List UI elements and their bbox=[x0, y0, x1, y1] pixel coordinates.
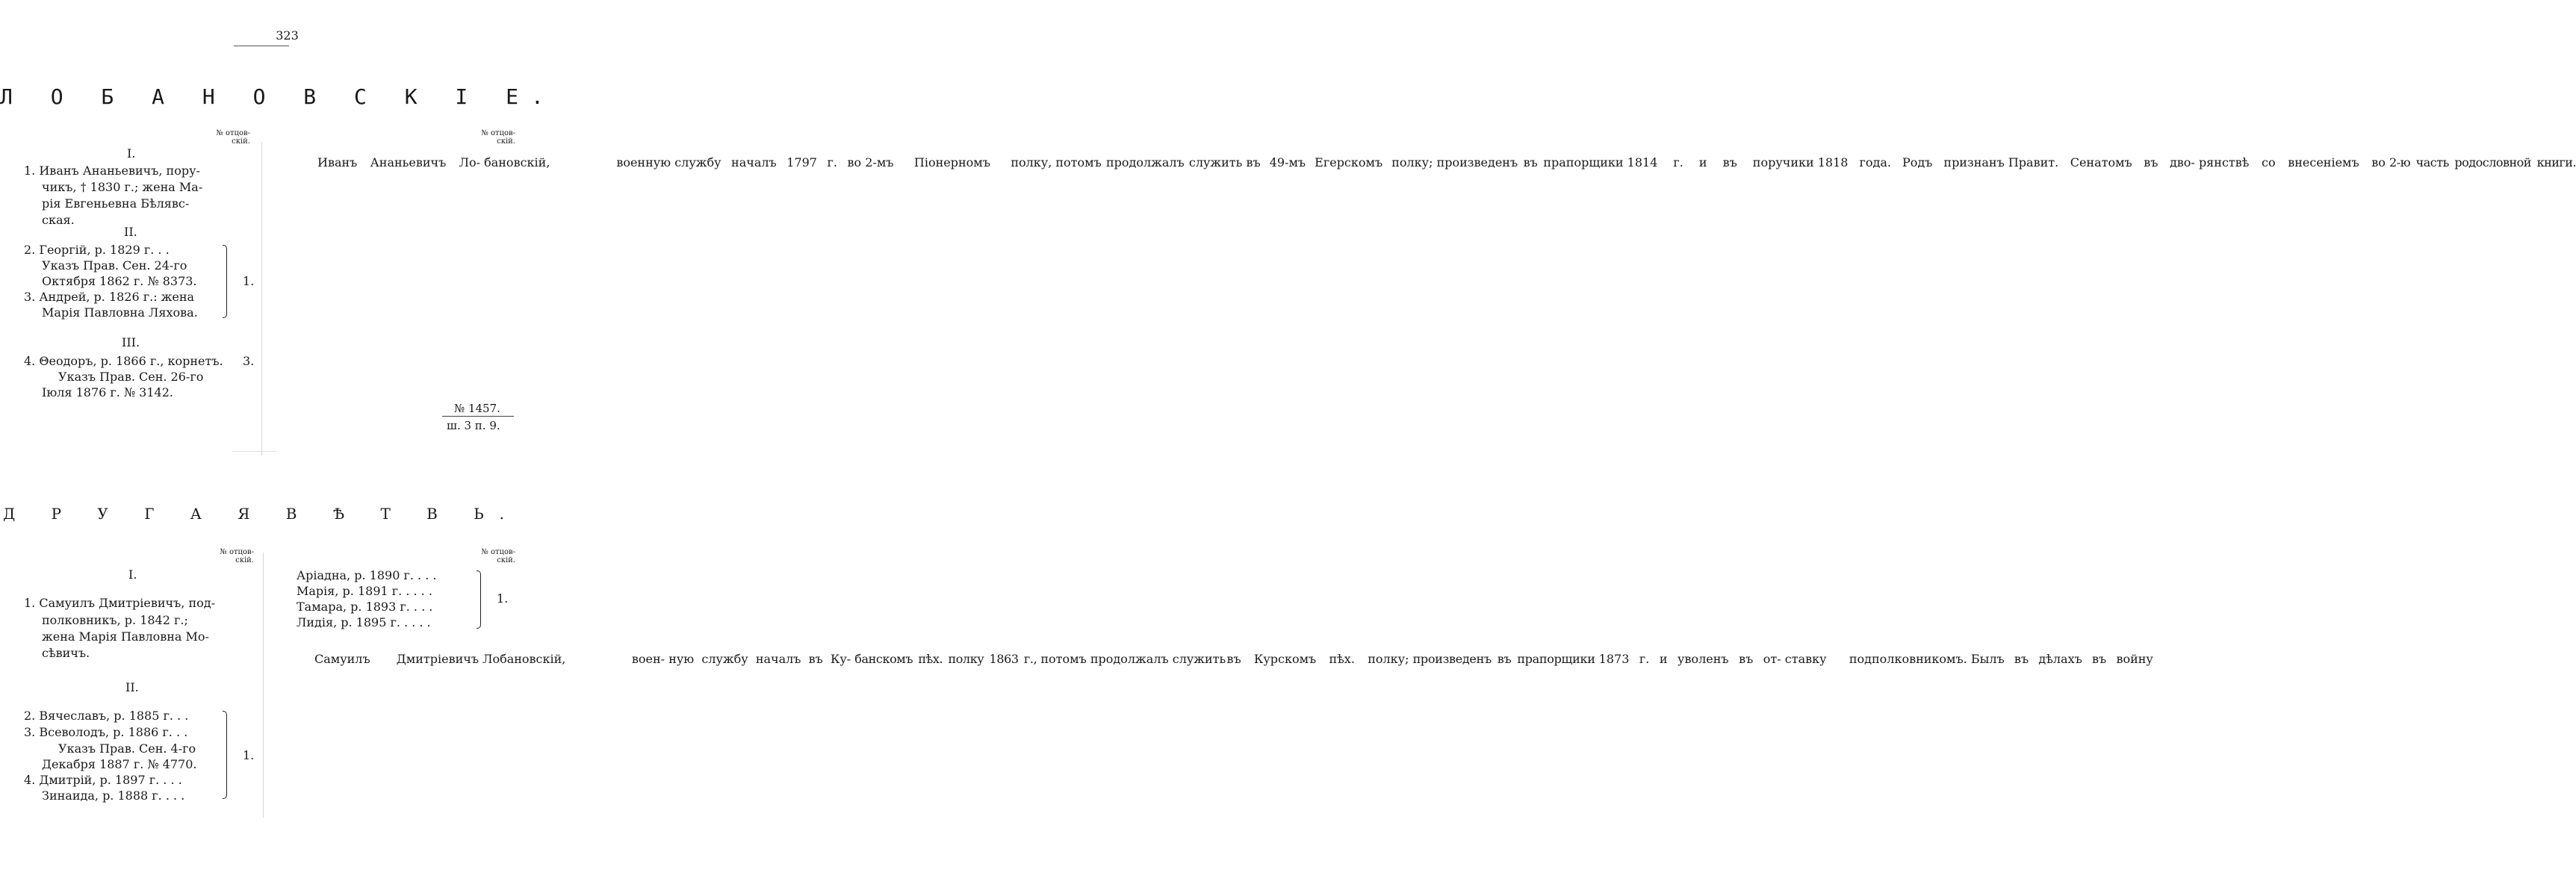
entry-vsevolod-date: Декабря 1887 г. № 4770. bbox=[42, 757, 197, 771]
bio-samuil: Самуилъ Дмитріевичъ Лобановскій, воен- ную службу началъ въ Ку- банскомъ пѣх. полку 1863 г., потомъ продолжалъ служить въ Курскомъ пѣх. полку; произведенъ въ прапорщики 1873 г. и уволенъ въ от- ставку подполковникомъ. Былъ въ дѣлахъ въ войну bbox=[314, 652, 2153, 666]
entry-ivan-line-3: рія Евгеньевна Бѣлявс- bbox=[42, 196, 190, 211]
entry-samuil-line-3: жена Марія Павловна Мо- bbox=[42, 629, 209, 644]
generation-II: II. bbox=[124, 225, 137, 239]
brace-children bbox=[477, 570, 481, 629]
entry-samuil-line-4: сѣвичъ. bbox=[42, 646, 90, 660]
bio-ivan: Иванъ Ананьевичъ Ло- бановскій, военную службу началъ 1797 г. во 2-мъ Піонерномъ полку, потомъ продолжалъ служить въ 49-мъ Егерскомъ полку; произведенъ въ прапорщики 1814 г. и въ поручики 1818 года. Родъ признанъ Правит. Сенатомъ въ дво- рянствѣ со внесеніемъ во 2-ю часть родословной книги. bbox=[317, 155, 2576, 169]
column-divider-2 bbox=[263, 553, 264, 818]
generation-I-branch: I. bbox=[128, 567, 137, 582]
page-number: 323 bbox=[276, 28, 299, 43]
brace-branch-gen-II bbox=[223, 711, 227, 799]
entry-feodor-ukaz: Указъ Прав. Сен. 26-го bbox=[58, 370, 204, 384]
entry-ukaz-2: Октября 1862 г. № 8373. bbox=[42, 274, 197, 288]
generation-II-branch: II. bbox=[125, 680, 139, 694]
child-lidiya: Лидія, р. 1895 г. . . . . bbox=[297, 615, 431, 629]
child-ariadna: Аріадна, р. 1890 г. . . . bbox=[297, 568, 437, 582]
archive-location: ш. 3 п. 9. bbox=[447, 419, 500, 432]
entry-feodor: 4. Θеодоръ, р. 1866 г., корнетъ. bbox=[24, 354, 223, 368]
entry-ivan-line-4: ская. bbox=[42, 213, 75, 227]
generation-III: III. bbox=[122, 335, 140, 349]
family-title: Л О Б А Н О В С К І Е. bbox=[0, 84, 556, 109]
entry-vyacheslav: 2. Вячеславъ, р. 1885 г. . . bbox=[24, 709, 189, 723]
branch-title: Д Р У Г А Я В Ѣ Т В Ь. bbox=[2, 505, 521, 523]
entry-zinaida: Зинаида, р. 1888 г. . . . bbox=[42, 788, 185, 803]
generation-I: I. bbox=[127, 146, 136, 161]
ref-gen-II: 1. bbox=[243, 274, 255, 288]
entry-samuil-line-2: полковникъ, р. 1842 г.; bbox=[42, 613, 188, 627]
entry-andrey: 3. Андрей, р. 1826 г.: жена bbox=[24, 290, 195, 304]
brace-gen-II bbox=[223, 245, 227, 318]
entry-dmitriy: 4. Дмитрій, р. 1897 г. . . . bbox=[24, 773, 182, 787]
entry-ivan-line-2: чикъ, † 1830 г.; жена Ма- bbox=[42, 180, 203, 194]
archive-number: № 1457. bbox=[454, 402, 500, 415]
patronymic-header-left: № отцов- скій. bbox=[216, 129, 250, 146]
patronymic-header-right: № отцов- скій. bbox=[481, 129, 515, 146]
entry-ivan-line-1: 1. Иванъ Ананьевичъ, пору- bbox=[24, 164, 200, 178]
ref-gen-III: 3. bbox=[243, 354, 255, 368]
patronymic-header-right-2: № отцов- скій. bbox=[481, 548, 515, 564]
ref-children: 1. bbox=[497, 591, 509, 606]
child-mariya: Марія, р. 1891 г. . . . . bbox=[297, 584, 432, 598]
entry-feodor-date: Іюля 1876 г. № 3142. bbox=[42, 385, 173, 399]
archive-rule bbox=[442, 416, 514, 417]
entry-andrey-wife: Марія Павловна Ляхова. bbox=[42, 305, 198, 320]
ref-branch-gen-II: 1. bbox=[243, 748, 255, 762]
column-divider-1 bbox=[261, 142, 262, 455]
section-separator bbox=[232, 451, 276, 452]
entry-samuil-line-1: 1. Самуилъ Дмитріевичъ, под- bbox=[24, 596, 216, 610]
entry-georgiy: 2. Георгій, р. 1829 г. . . bbox=[24, 243, 170, 257]
entry-ukaz-1: Указъ Прав. Сен. 24-го bbox=[42, 258, 187, 273]
patronymic-header-left-2: № отцов- скій. bbox=[220, 548, 254, 564]
entry-vsevolod-ukaz: Указъ Прав. Сен. 4-го bbox=[58, 741, 196, 756]
entry-vsevolod: 3. Всеволодъ, р. 1886 г. . . bbox=[24, 725, 188, 739]
child-tamara: Тамара, р. 1893 г. . . . bbox=[297, 600, 433, 614]
